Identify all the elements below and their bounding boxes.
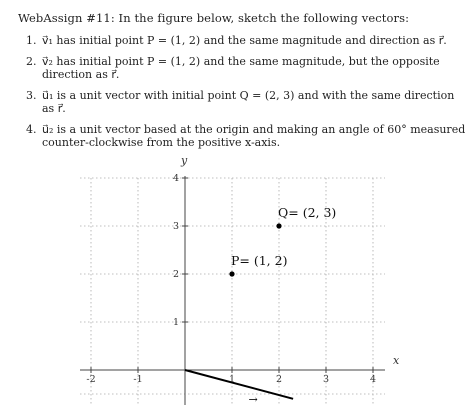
instruction-item-3 [26, 89, 470, 116]
item-number: 4. [26, 122, 37, 136]
point-label: P= (1, 2) [231, 253, 288, 268]
x-tick-label: 1 [228, 374, 236, 385]
item-number: 3. [26, 88, 37, 102]
instruction-item-1 [26, 34, 470, 48]
item-number: 2. [26, 54, 37, 68]
coordinate-figure [0, 150, 474, 409]
instruction-item-4 [26, 123, 470, 150]
item-text: v⃗₂ has initial point P = (1, 2) and the same magnitude, but the opposite direction as r⃗. [42, 54, 440, 81]
point-label: Q= (2, 3) [278, 205, 337, 220]
y-tick-label: 4 [172, 173, 179, 184]
item-text: u⃗₂ is a unit vector based at the origin and making an angle of 60° measured counter-clockwise from the positive x-axis. [42, 122, 466, 149]
x-tick-label: -1 [133, 374, 143, 385]
vector-r-label: → [248, 393, 258, 405]
point-marker [229, 271, 234, 276]
item-text: u⃗₁ is a unit vector with initial point Q = (2, 3) and with the same direction as r⃗. [42, 88, 455, 115]
x-tick-label: 4 [369, 374, 377, 385]
sketch-canvas[interactable] [0, 150, 474, 405]
y-axis-label: y [181, 154, 188, 167]
y-tick-label: 2 [172, 269, 179, 280]
x-tick-label: 2 [275, 374, 283, 385]
instruction-item-2 [26, 55, 470, 82]
item-number: 1. [26, 34, 37, 47]
y-tick-label: 3 [172, 221, 179, 232]
instruction-list [26, 34, 470, 157]
y-tick-label: 1 [172, 317, 179, 328]
problem-intro: WebAssign #11: In the figure below, sketch the following vectors: [18, 11, 410, 25]
x-axis-label: x [393, 354, 400, 367]
x-tick-label: -2 [86, 374, 96, 385]
item-text: v⃗₁ has initial point P = (1, 2) and the same magnitude and direction as r⃗. [42, 34, 447, 47]
labeled-points [229, 205, 336, 277]
point-marker [276, 223, 281, 228]
x-tick-label: 3 [322, 374, 330, 385]
